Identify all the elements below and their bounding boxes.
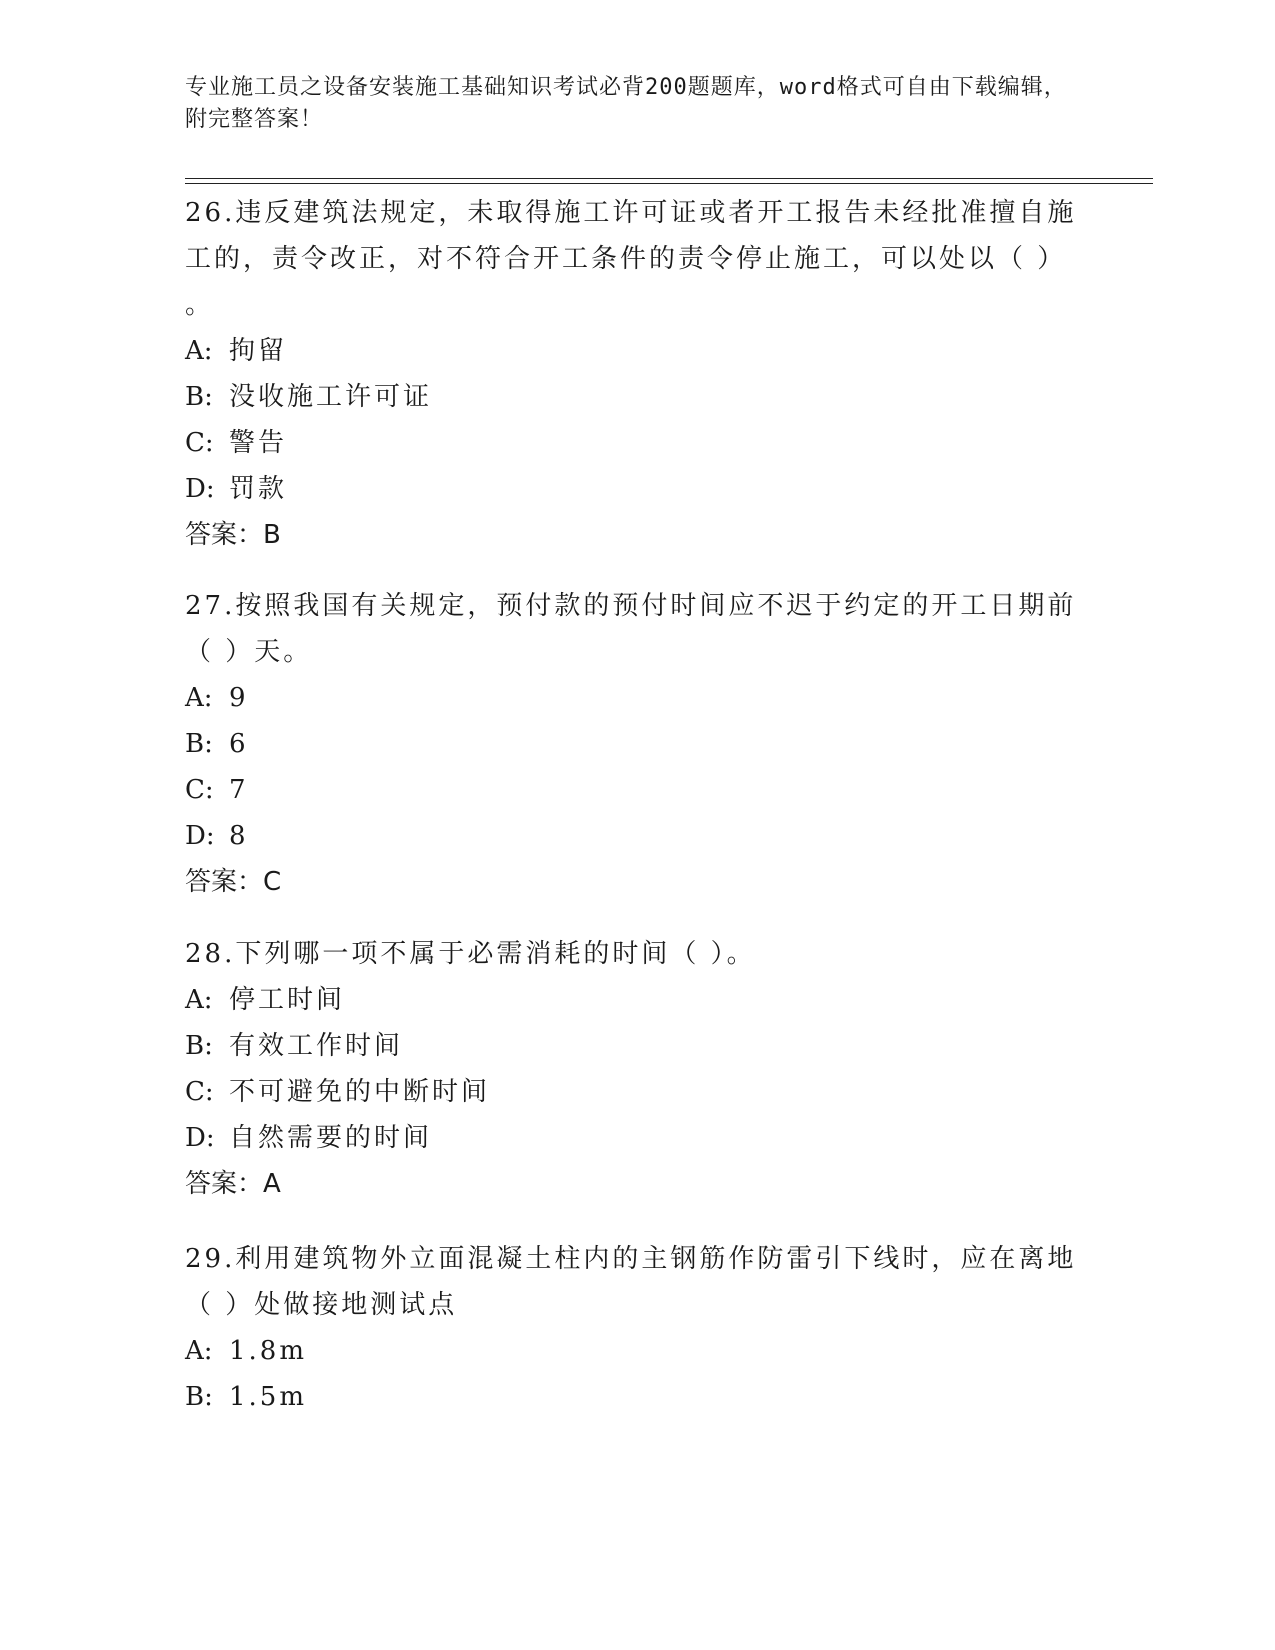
- option-key: C:: [185, 428, 214, 458]
- header-divider-bottom: [185, 183, 1153, 184]
- option-c: [185, 420, 1085, 466]
- option-text: 9: [229, 683, 249, 713]
- option-key: A:: [185, 985, 213, 1015]
- option-c: [185, 1069, 1085, 1115]
- option-text: 警告: [229, 428, 288, 458]
- option-key: D:: [185, 474, 215, 504]
- option-b: [185, 721, 1085, 767]
- option-a: [185, 1328, 1085, 1374]
- option-a: [185, 675, 1085, 721]
- question-stem-line: 29.利用建筑物外立面混凝土柱内的主钢筋作防雷引下线时，应在离地: [185, 1244, 1077, 1274]
- option-key: A:: [185, 1336, 213, 1366]
- option-key: D:: [185, 1123, 215, 1153]
- question-29: [185, 1236, 1085, 1420]
- option-key: B:: [185, 1382, 213, 1412]
- question-stem-line: 27.按照我国有关规定，预付款的预付时间应不迟于约定的开工日期前: [185, 591, 1077, 621]
- document-title: 专业施工员之设备安装施工基础知识考试必背200题题库，word格式可自由下载编辑，附完整答案！: [185, 75, 1067, 132]
- question-27: [185, 583, 1085, 905]
- option-d: [185, 466, 1085, 512]
- option-key: D:: [185, 821, 215, 851]
- option-text: 没收施工许可证: [229, 382, 433, 412]
- option-text: 8: [229, 821, 249, 851]
- option-text: 自然需要的时间: [229, 1123, 433, 1153]
- header-divider-top: [185, 178, 1153, 179]
- answer-line: 答案：B: [185, 520, 281, 550]
- option-text: 6: [229, 729, 249, 759]
- question-stem-line: 28.下列哪一项不属于必需消耗的时间（ ）。: [185, 939, 756, 969]
- option-c: [185, 767, 1085, 813]
- question-stem-line: 。: [185, 290, 215, 320]
- option-b: [185, 1023, 1085, 1069]
- option-key: B:: [185, 382, 213, 412]
- option-b: [185, 1374, 1085, 1420]
- option-key: A:: [185, 683, 213, 713]
- option-key: C:: [185, 775, 214, 805]
- answer-line: 答案：A: [185, 1169, 281, 1199]
- option-a: [185, 328, 1085, 374]
- question-26: [185, 190, 1085, 558]
- option-key: C:: [185, 1077, 214, 1107]
- option-text: 罚款: [229, 474, 288, 504]
- option-b: [185, 374, 1085, 420]
- option-d: [185, 813, 1085, 859]
- option-text: 有效工作时间: [229, 1031, 404, 1061]
- option-text: 1.5m: [229, 1382, 308, 1412]
- question-stem-line: 工的，责令改正，对不符合开工条件的责令停止施工，可以处以（ ）: [185, 244, 1067, 274]
- option-text: 拘留: [229, 336, 288, 366]
- option-text: 不可避免的中断时间: [229, 1077, 491, 1107]
- option-key: A:: [185, 336, 213, 366]
- option-d: [185, 1115, 1085, 1161]
- option-text: 7: [229, 775, 249, 805]
- option-key: B:: [185, 729, 213, 759]
- question-stem-line: 26.违反建筑法规定，未取得施工许可证或者开工报告未经批准擅自施: [185, 198, 1077, 228]
- question-28: [185, 931, 1085, 1207]
- option-a: [185, 977, 1085, 1023]
- question-stem-line: （ ）天。: [185, 637, 313, 667]
- option-text: 1.8m: [229, 1336, 308, 1366]
- answer-line: 答案：C: [185, 867, 282, 897]
- question-stem-line: （ ）处做接地测试点: [185, 1290, 458, 1320]
- option-text: 停工时间: [229, 985, 346, 1015]
- option-key: B:: [185, 1031, 213, 1061]
